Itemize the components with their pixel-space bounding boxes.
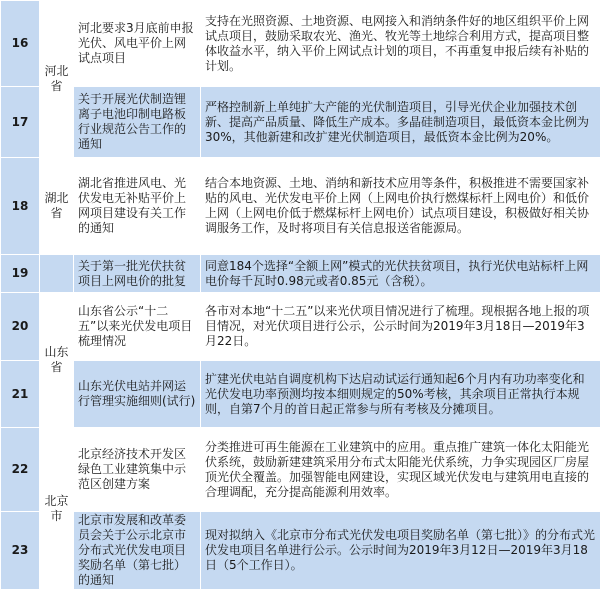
policy-summary: 扩建光伏电站自调度机构下达启动试运行通知起6个月内有功功率变化和光伏发电功率预测均按本细则规定的50%考核，其余项目正常执行本规则，自第7个月的首日起正常参与所有考核及分摊项目。 [201,361,600,428]
row-number: 22 [1,428,40,512]
policy-title: 山东光伏电站并网运行管理实施细则(试行) [74,361,201,428]
policy-title: 关于第一批光伏扶贫项目上网电价的批复 [74,255,201,293]
policy-title: 北京经济技术开发区绿色工业建筑集中示范区创建方案 [74,428,201,512]
policy-summary: 支持在光照资源、土地资源、电网接入和消纳条件好的地区组织平价上网试点项目，鼓励采取农光、渔光、牧光等土地综合利用方式，提高项目整体收益水平，纳入平价上网试点计划的项目，不再重复申报后续有补贴的计划。 [201,1,600,87]
province-cell: 湖北省 [40,158,74,255]
policy-summary: 分类推进可再生能源在工业建筑中的应用。重点推广建筑一体化太阳能光伏系统，鼓励新建建筑采用分布式太阳能光伏系统，力争实现园区厂房屋顶光伏全覆盖。加强智能电网建设，实现区域光伏发电与建筑用电直接的合理调配，充分提高能源利用效率。 [201,428,600,512]
policy-title: 湖北省推进风电、光伏发电无补贴平价上网项目建设有关工作的通知 [74,158,201,255]
row-number: 23 [1,512,40,590]
province-cell: 河北省 [40,1,74,158]
policy-summary: 现对拟纳入《北京市分布式光伏发电项目奖励名单（第七批）》的分布式光伏发电项目名单进行公示。公示时间为2019年3月12日—2019年3月18日（5个工作日）。 [201,512,600,590]
row-number: 17 [1,87,40,158]
table-row [1,512,600,590]
table-row [1,255,600,293]
row-number: 16 [1,1,40,87]
table-row [1,293,600,361]
policy-summary: 同意184个选择“全额上网”模式的光伏扶贫项目，执行光伏电站标杆上网电价每千瓦时0.98元或者0.85元（含税）。 [201,255,600,293]
row-number: 19 [1,255,40,293]
policy-title: 河北要求3月底前申报光伏、风电平价上网试点项目 [74,1,201,87]
province-cell: 山东省 [40,293,74,428]
table-row [1,1,600,87]
table-row [1,361,600,428]
row-number: 20 [1,293,40,361]
table-row [1,158,600,255]
policy-title: 北京市发展和改革委员会关于公示北京市分布式光伏发电项目奖励名单（第七批）的通知 [74,512,201,590]
policy-title: 关于开展光伏制造锂离子电池印制电路板行业规范公告工作的通知 [74,87,201,158]
province-cell: 北京市 [40,428,74,590]
row-number: 18 [1,158,40,255]
policy-summary: 结合本地资源、土地、消纳和新技术应用等条件，积极推进不需要国家补贴的风电、光伏发电平价上网（上网电价执行燃煤标杆上网电价）和低价上网（上网电价低于燃煤标杆上网电价）试点项目建设，积极做好相关协调服务工作，及时将项目有关信息报送省能源局。 [201,158,600,255]
policy-summary: 各市对本地“十二五”以来光伏项目情况进行了梳理。现根据各地上报的项目情况，对光伏项目进行公示，公示时间为2019年3月18日—2019年3月22日。 [201,293,600,361]
table-row [1,428,600,512]
table-row [1,87,600,158]
row-number: 21 [1,361,40,428]
policy-title: 山东省公示“十二五”以来光伏发电项目梳理情况 [74,293,201,361]
province-cell-empty [40,255,74,293]
policy-summary: 严格控制新上单纯扩大产能的光伏制造项目，引导光伏企业加强技术创新、提高产品质量、降低生产成本。多晶硅制造项目，最低资本金比例为30%，其他新建和改扩建光伏制造项目，最低资本金比例为20%。 [201,87,600,158]
